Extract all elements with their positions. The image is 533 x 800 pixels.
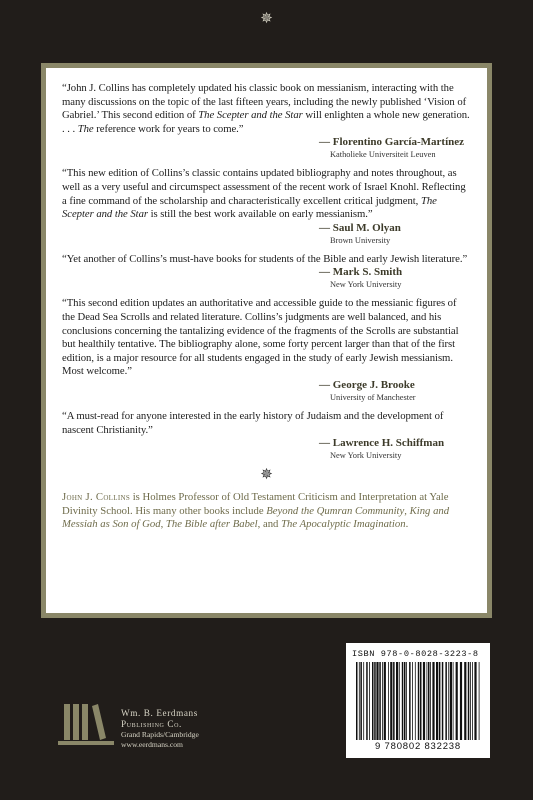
blurb-author: — Lawrence H. Schiffman [319,437,445,450]
isbn-barcode-box [346,643,490,758]
blurb-quote: “This second edition updates an authoritative and accessible guide to the messianic figures of the Dead Sea Scrolls and related literature. Collins’s judgments are well balanced, and his conclusions concerning the tantalizing evidence of the fragments of the Scrolls are substantial but healthily tentative. The bibliography alone, some forty percent larger than that of the first edition, is a major resource for all students engaged in the study of early Jewish messianism. Most welcome.” [62,297,459,378]
blurb-quote: “Yet another of Collins’s must-have books for students of the Bible and early Jewish literature.” [62,252,468,265]
blurb-attribution [62,136,471,160]
blurb-attribution [62,266,471,290]
blurb-attribution [62,437,471,461]
blurb-panel-frame [41,63,492,618]
blurb-author: — Mark S. Smith [319,266,403,279]
blurb-quote: “John J. Collins has completely updated his classic book on messianism, interacting with the many discussions on the topic of the last fifteen years, including the newly published ‘Vision of Gabriel.’ This second edition of The Scepter and the Star will enlighten a whole new generation. . . . The reference work for years to come.” [62,82,470,135]
divider-ornament-icon: ✵ [260,467,273,484]
publisher-name: Wm. B. Eerdmans [121,708,198,718]
blurb-attribution [62,222,471,246]
barcode-number: 9 780802 832238 [375,741,461,752]
blurb-author: — Florentino García-Martínez [319,136,465,149]
publisher-name-line2: Publishing Co. [121,719,182,729]
blurb-author: — Saul M. Olyan [319,221,401,234]
blurb-quote: “This new edition of Collins’s classic contains updated bibliography and notes throughout, as well as a very useful and circumspect assessment of the recent work of Israel Knohl. Reflecting a fine command of the scholarship and characteristically excellent critical judgment, The Scepter and the Star is still the best work available on early messianism.” [62,167,466,221]
top-ornament-icon: ✵ [260,11,273,27]
blurb-1 [62,82,471,160]
blurb-attribution [62,379,471,403]
publisher-url: www.eerdmans.com [121,740,183,749]
blurb-5 [62,410,471,461]
blurb-affiliation: University of Manchester [330,392,416,402]
publisher-location: Grand Rapids/Cambridge [121,730,199,739]
publisher-imprint [121,708,199,750]
author-name: John J. Collins [62,491,131,504]
blurb-4 [62,297,471,403]
blurb-affiliation: Brown University [330,235,391,245]
blurb-panel [46,68,487,613]
blurb-affiliation: Katholieke Universiteit Leuven [330,150,436,160]
author-bio-text: is Holmes Professor of Old Testament Criticism and Interpretation at Yale Divinity School. His many other books include Beyond the Qumran Community, King and Messiah as Son of God, The Bible after Babel, and The Apocalyptic Imagination. [62,491,450,531]
blurb-author: — George J. Brooke [319,378,415,391]
blurb-3 [62,253,471,291]
publisher-logo-icon [58,698,114,746]
author-bio [62,491,471,532]
barcode-icon [352,662,484,740]
blurb-affiliation: New York University [330,451,402,461]
blurb-affiliation: New York University [330,280,402,290]
blurb-2 [62,167,471,245]
isbn-label: ISBN 978-0-8028-3223-8 [352,649,479,659]
blurb-quote: “A must-read for anyone interested in the early history of Judaism and the development of nascent Christianity.” [62,409,444,436]
